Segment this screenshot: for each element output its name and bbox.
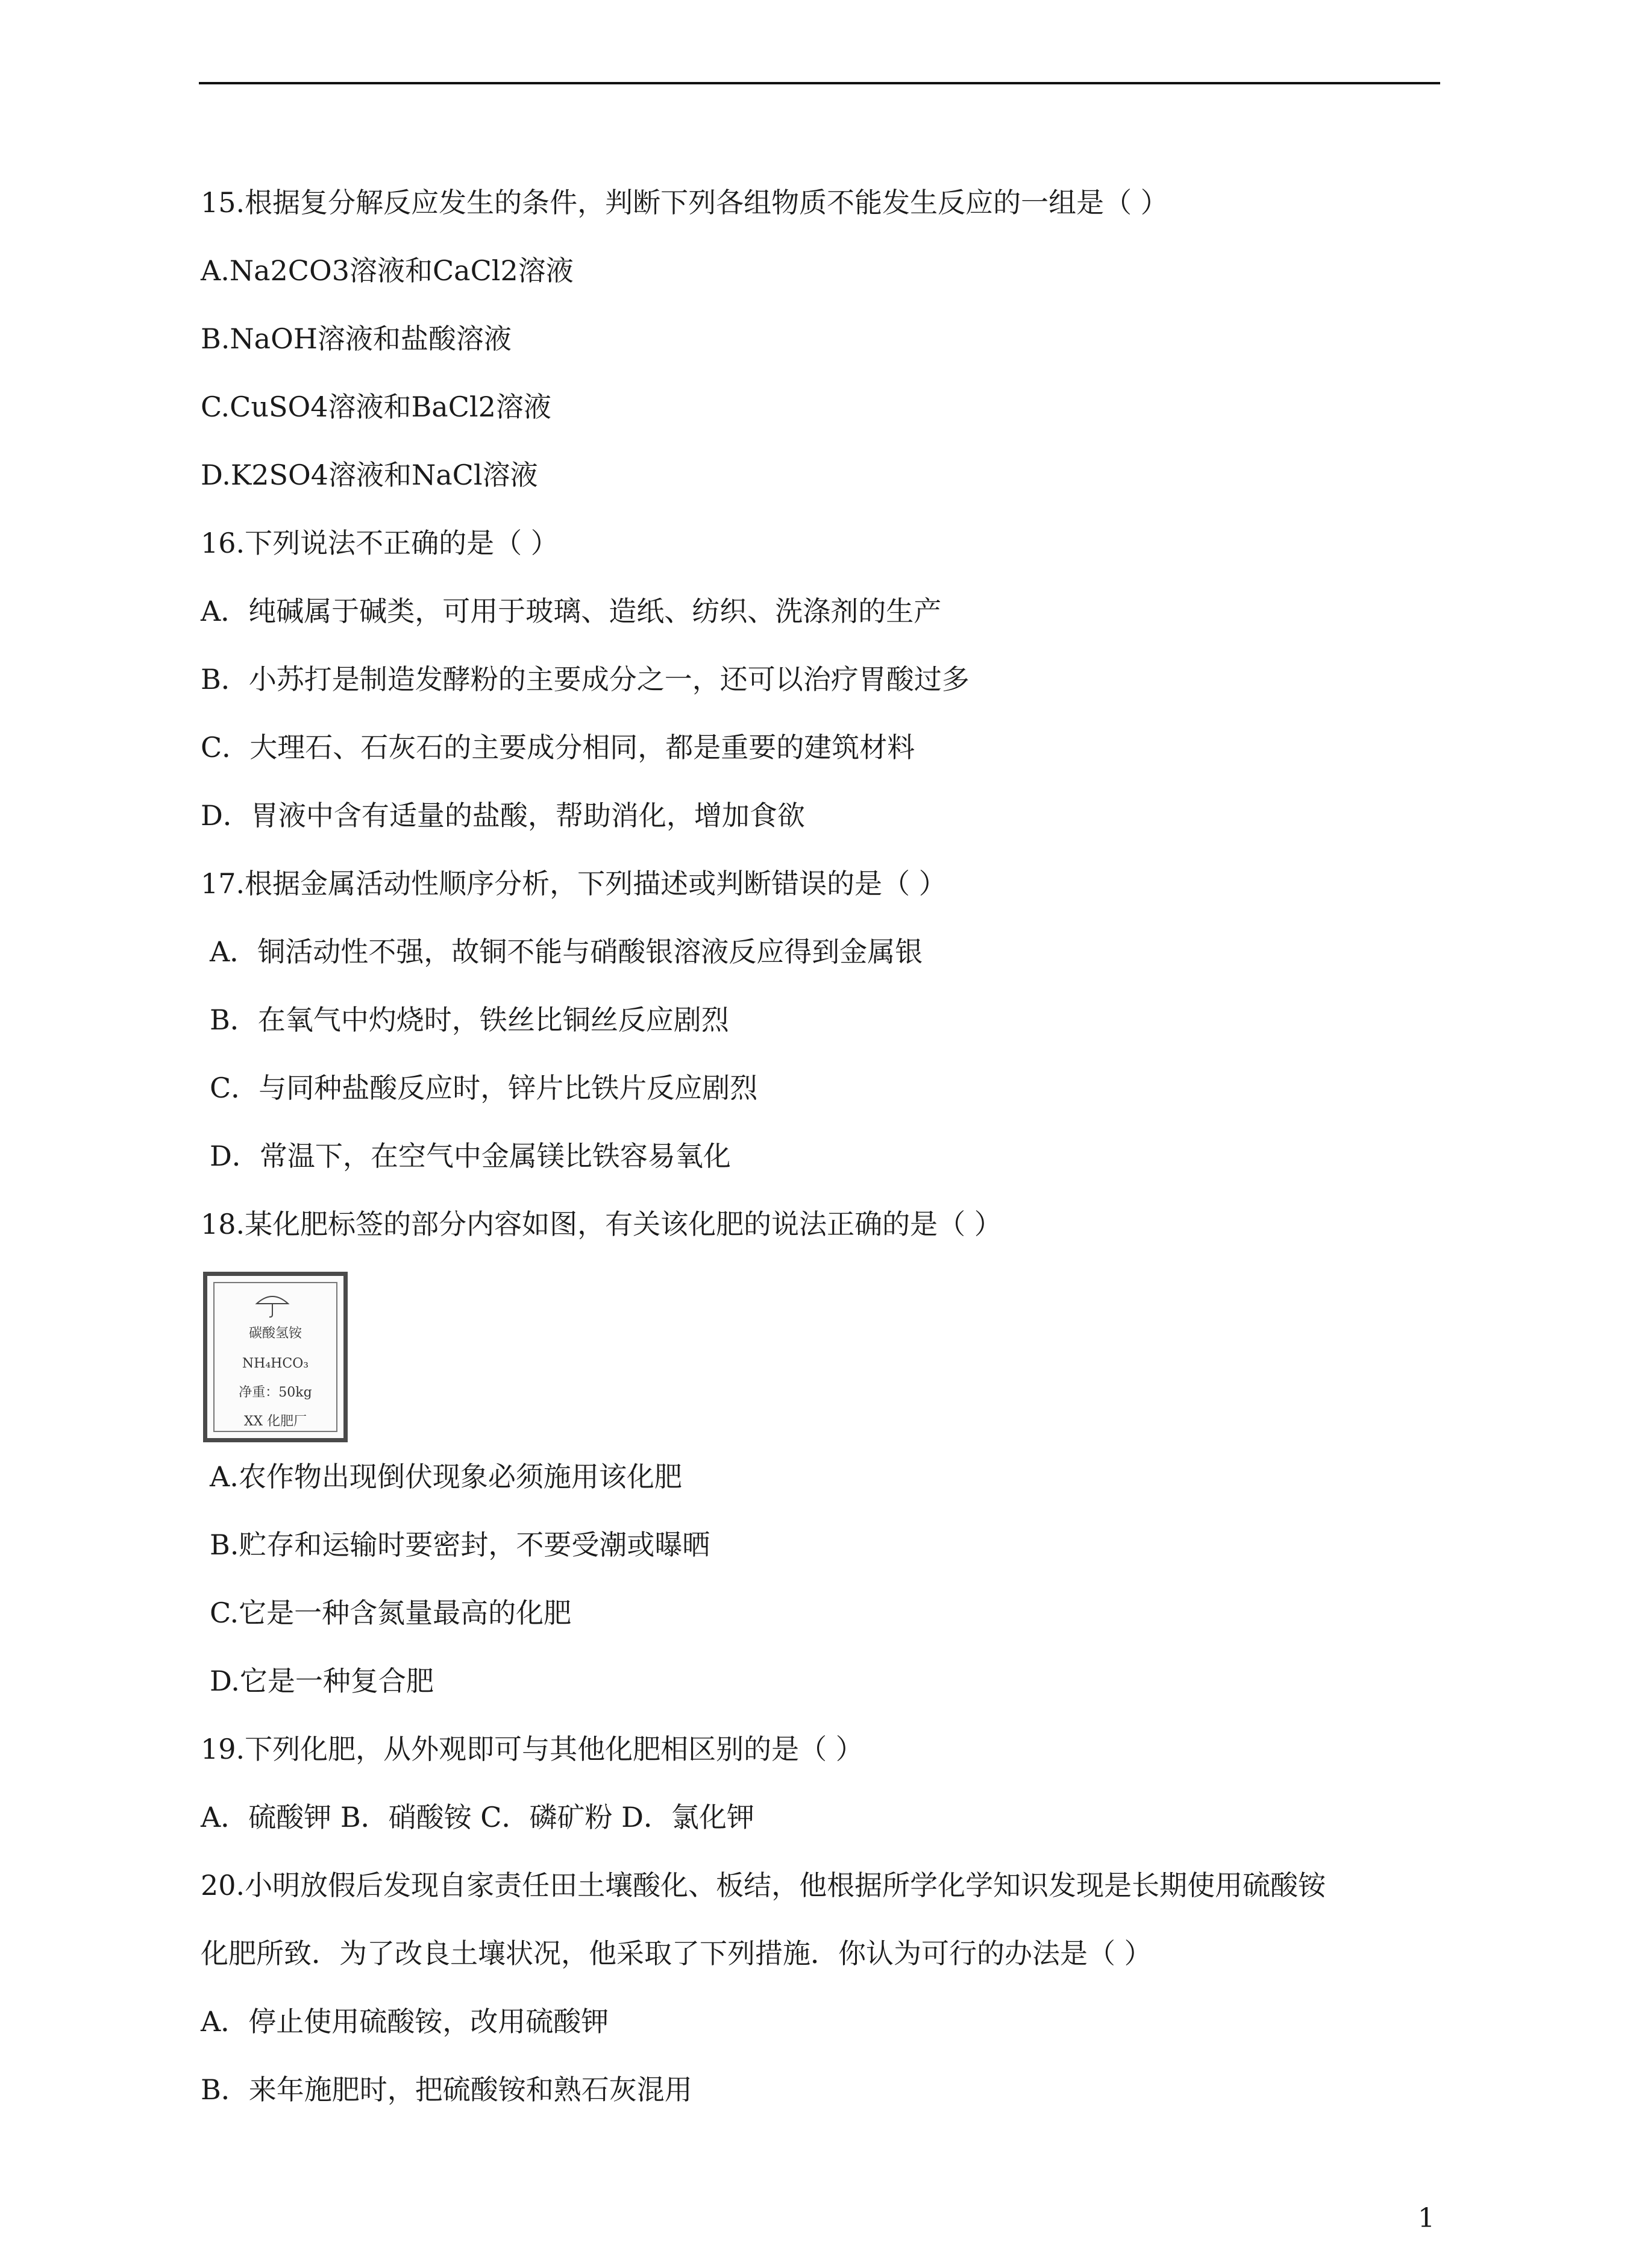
header-rule	[199, 82, 1440, 84]
question-18-option-b: B.贮存和运输时要密封，不要受潮或曝晒	[210, 1528, 710, 1561]
label-product-name: 碳酸氢铵	[248, 1326, 302, 1341]
question-18-stem: 18.某化肥标签的部分内容如图，有关该化肥的说法正确的是（ ）	[201, 1208, 1002, 1240]
question-15-option-d: D.K2SO4溶液和NaCl溶液	[201, 459, 538, 491]
question-15-option-c: C.CuSO4溶液和BaCl2溶液	[201, 391, 551, 423]
question-19-options: A．硫酸钾 B．硝酸铵 C．磷矿粉 D．氯化钾	[201, 1801, 754, 1833]
question-16-option-b: B．小苏打是制造发酵粉的主要成分之一，还可以治疗胃酸过多	[201, 663, 970, 696]
question-20-stem: 20.小明放假后发现自家责任田土壤酸化、板结，他根据所学化学知识发现是长期使用硫酸铵	[201, 1869, 1326, 1902]
label-formula: NH₄HCO₃	[242, 1356, 309, 1371]
page-number: 1	[1418, 2203, 1435, 2234]
question-16-option-a: A．纯碱属于碱类，可用于玻璃、造纸、纺织、洗涤剂的生产	[201, 595, 942, 627]
question-19-stem: 19.下列化肥，从外观即可与其他化肥相区别的是（ ）	[201, 1733, 863, 1765]
label-maker: XX 化肥厂	[243, 1414, 307, 1429]
question-20-option-b: B．来年施肥时，把硫酸铵和熟石灰混用	[201, 2073, 692, 2106]
question-20-option-a: A．停止使用硫酸铵，改用硫酸钾	[201, 2005, 609, 2038]
question-16-option-c: C．大理石、石灰石的主要成分相同，都是重要的建筑材料	[201, 731, 915, 764]
question-18-option-d: D.它是一种复合肥	[210, 1665, 434, 1697]
question-17-option-c: C．与同种盐酸反应时，锌片比铁片反应剧烈	[210, 1072, 758, 1104]
question-17-option-a: A．铜活动性不强，故铜不能与硝酸银溶液反应得到金属银	[210, 935, 923, 968]
question-17-option-b: B．在氧气中灼烧时，铁丝比铜丝反应剧烈	[210, 1004, 729, 1036]
question-15-stem: 15.根据复分解反应发生的条件，判断下列各组物质不能发生反应的一组是（ ）	[201, 186, 1168, 219]
keep-dry-umbrella-icon	[254, 1292, 290, 1318]
question-15-option-a: A.Na2CO3溶液和CaCl2溶液	[201, 254, 574, 287]
fertilizer-label-image	[203, 1272, 348, 1442]
label-net-weight: 净重：50kg	[239, 1385, 312, 1400]
question-20-stem-continued: 化肥所致．为了改良土壤状况，他采取了下列措施．你认为可行的办法是（ ）	[201, 1937, 1152, 1970]
question-18-option-a: A.农作物出现倒伏现象必须施用该化肥	[210, 1460, 682, 1493]
question-17-stem: 17.根据金属活动性顺序分析，下列描述或判断错误的是（ ）	[201, 867, 947, 900]
question-18-option-c: C.它是一种含氮量最高的化肥	[210, 1597, 572, 1629]
question-15-option-b: B.NaOH溶液和盐酸溶液	[201, 322, 512, 355]
question-16-stem: 16.下列说法不正确的是（ ）	[201, 527, 559, 559]
question-17-option-d: D．常温下，在空气中金属镁比铁容易氧化	[210, 1140, 731, 1172]
question-16-option-d: D．胃液中含有适量的盐酸，帮助消化，增加食欲	[201, 799, 805, 832]
